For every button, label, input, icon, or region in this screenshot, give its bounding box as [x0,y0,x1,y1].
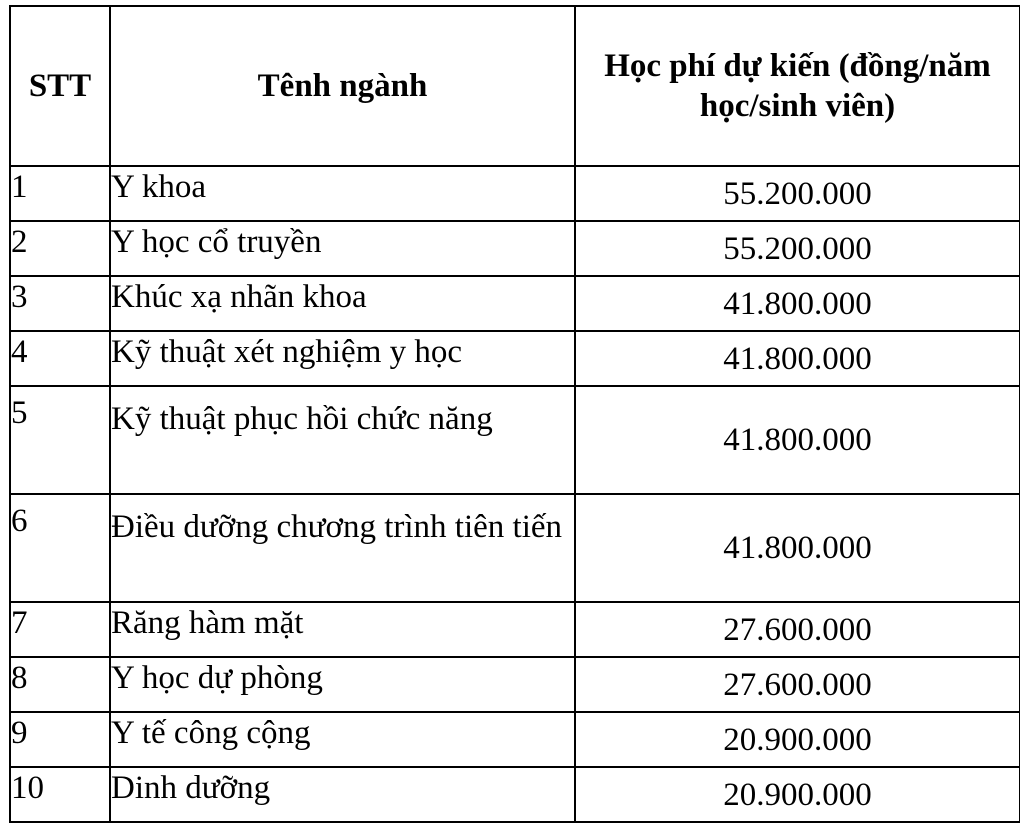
row-stt: 8 [10,657,110,712]
table-row [10,276,1020,331]
table-row [10,221,1020,276]
tuition-fee-table [9,5,1020,823]
row-stt: 3 [10,276,110,331]
row-stt: 5 [10,386,110,494]
row-fee: 27.600.000 [575,602,1020,657]
row-fee: 20.900.000 [575,767,1020,822]
header-fee: Học phí dự kiến (đồng/năm học/sinh viên) [575,6,1020,166]
row-name: Điều dưỡng chương trình tiên tiến [110,494,575,602]
row-name: Răng hàm mặt [110,602,575,657]
row-fee: 55.200.000 [575,166,1020,221]
row-name: Kỹ thuật xét nghiệm y học [110,331,575,386]
header-row [10,6,1020,166]
row-name: Dinh dưỡng [110,767,575,822]
table-row [10,386,1020,494]
row-fee: 41.800.000 [575,494,1020,602]
row-name: Y học cổ truyền [110,221,575,276]
row-fee: 41.800.000 [575,386,1020,494]
row-fee: 55.200.000 [575,221,1020,276]
row-fee: 27.600.000 [575,657,1020,712]
row-fee: 20.900.000 [575,712,1020,767]
row-stt: 9 [10,712,110,767]
row-stt: 2 [10,221,110,276]
row-name: Y khoa [110,166,575,221]
row-name: Y tế công cộng [110,712,575,767]
table-row [10,602,1020,657]
table-row [10,767,1020,822]
row-stt: 10 [10,767,110,822]
row-name: Khúc xạ nhãn khoa [110,276,575,331]
row-stt: 4 [10,331,110,386]
row-stt: 7 [10,602,110,657]
row-fee: 41.800.000 [575,331,1020,386]
row-name: Kỹ thuật phục hồi chức năng [110,386,575,494]
table-row [10,331,1020,386]
table-row [10,166,1020,221]
header-stt: STT [10,6,110,166]
table-row [10,657,1020,712]
table-row [10,712,1020,767]
row-stt: 6 [10,494,110,602]
table-row [10,494,1020,602]
row-fee: 41.800.000 [575,276,1020,331]
row-stt: 1 [10,166,110,221]
row-name: Y học dự phòng [110,657,575,712]
header-name: Tênh ngành [110,6,575,166]
